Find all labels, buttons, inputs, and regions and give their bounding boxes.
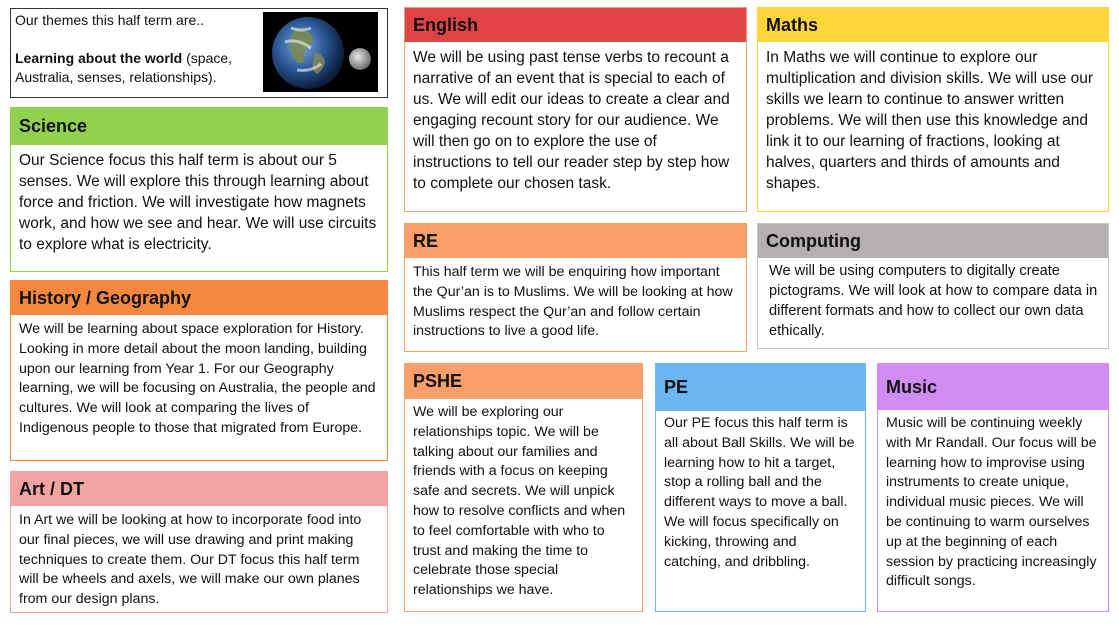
themes-description: [15, 49, 255, 87]
computing-text: We will be using computers to digitally create pictograms. We will look at how to compare data in different formats and how to collect our own data ethically.: [769, 263, 1098, 339]
computing-title: Computing: [758, 224, 1108, 258]
art-dt-text: In Art we will be looking at how to incorporate food into our final pieces, we will use drawing and print making techniques to create them. Our DT focus this half term will be wheels and axels, we will make our own planes from our design plans.: [19, 512, 362, 608]
history-geography-box: [10, 280, 388, 461]
art-dt-title: Art / DT: [11, 472, 387, 506]
pshe-text: We will be exploring our relationships topic. We will be talking about our families and friends with a focus on keeping safe and secrets. We will unpick how to resolve conflicts and when to feel comfortable with who to trust and making the time to celebrate those special relationships we have.: [413, 404, 626, 599]
themes-box: [10, 8, 388, 98]
art-dt-box: [10, 471, 388, 613]
re-text: This half term we will be enquiring how important the Qur’an is to Muslims. We will be looking at how Muslims respect the Qur’an and follow certain instructions to live a good life.: [413, 264, 733, 340]
re-box: [404, 223, 747, 352]
english-text: We will be using past tense verbs to recount a narrative of an event that is special to each of us. We will edit our ideas to create a clear and engaging recount story for our audience. We will then go on to explore the use of instructions to tell our reader step by step how to complete our chosen task.: [413, 49, 730, 192]
history-geography-text: We will be learning about space exploration for History. Looking in more detail about the moon landing, building upon our learning from Year 1. For our Geography learning, we will be focusing on Australia, the people and cultures. We will look at comparing the lives of Indigenous people to those that migrated from Europe.: [19, 321, 376, 436]
science-box: [10, 107, 388, 272]
maths-text: In Maths we will continue to explore our multiplication and division skills. We will use our skills we learn to continue to answer written problems. We will then use this knowledge and link it to our learning of fractions, looking at halves, quarters and thirds of amounts and shapes.: [766, 49, 1094, 192]
themes-detail: (space, Australia, senses, relationships).: [15, 50, 233, 85]
themes-title: Learning about the world: [15, 50, 183, 66]
pshe-title: PSHE: [405, 364, 642, 399]
themes-intro: Our themes this half term are..: [15, 12, 205, 28]
english-box: [404, 7, 747, 212]
computing-box: [757, 223, 1109, 349]
pshe-box: [404, 363, 643, 612]
science-text: Our Science focus this half term is about our 5 senses. We will explore this through learning about force and friction. We will investigate how magnets work, and how we see and hear. We will use circuits to explore what is electricity.: [19, 152, 377, 253]
pe-text: Our PE focus this half term is all about Ball Skills. We will be learning how to hit a target, stop a rolling ball and the different ways to move a ball. We will focus specifically on kicking, throwing and catching, and dribbling.: [664, 415, 855, 570]
re-title: RE: [405, 224, 746, 258]
history-geography-title: History / Geography: [11, 281, 387, 315]
music-text: Music will be continuing weekly with Mr Randall. Our focus will be learning how to improvise using instruments to create unique, individual music pieces. We will be continuing to warm ourselves up at the beginning of each session by practicing increasingly difficult songs.: [886, 415, 1097, 590]
pe-box: [655, 363, 866, 612]
science-title: Science: [11, 108, 387, 145]
music-title: Music: [878, 364, 1108, 410]
maths-title: Maths: [758, 8, 1108, 42]
pe-title: PE: [656, 364, 865, 411]
music-box: [877, 363, 1109, 612]
maths-box: [757, 7, 1109, 212]
english-title: English: [405, 8, 746, 42]
earth-and-moon-image: [263, 12, 378, 92]
